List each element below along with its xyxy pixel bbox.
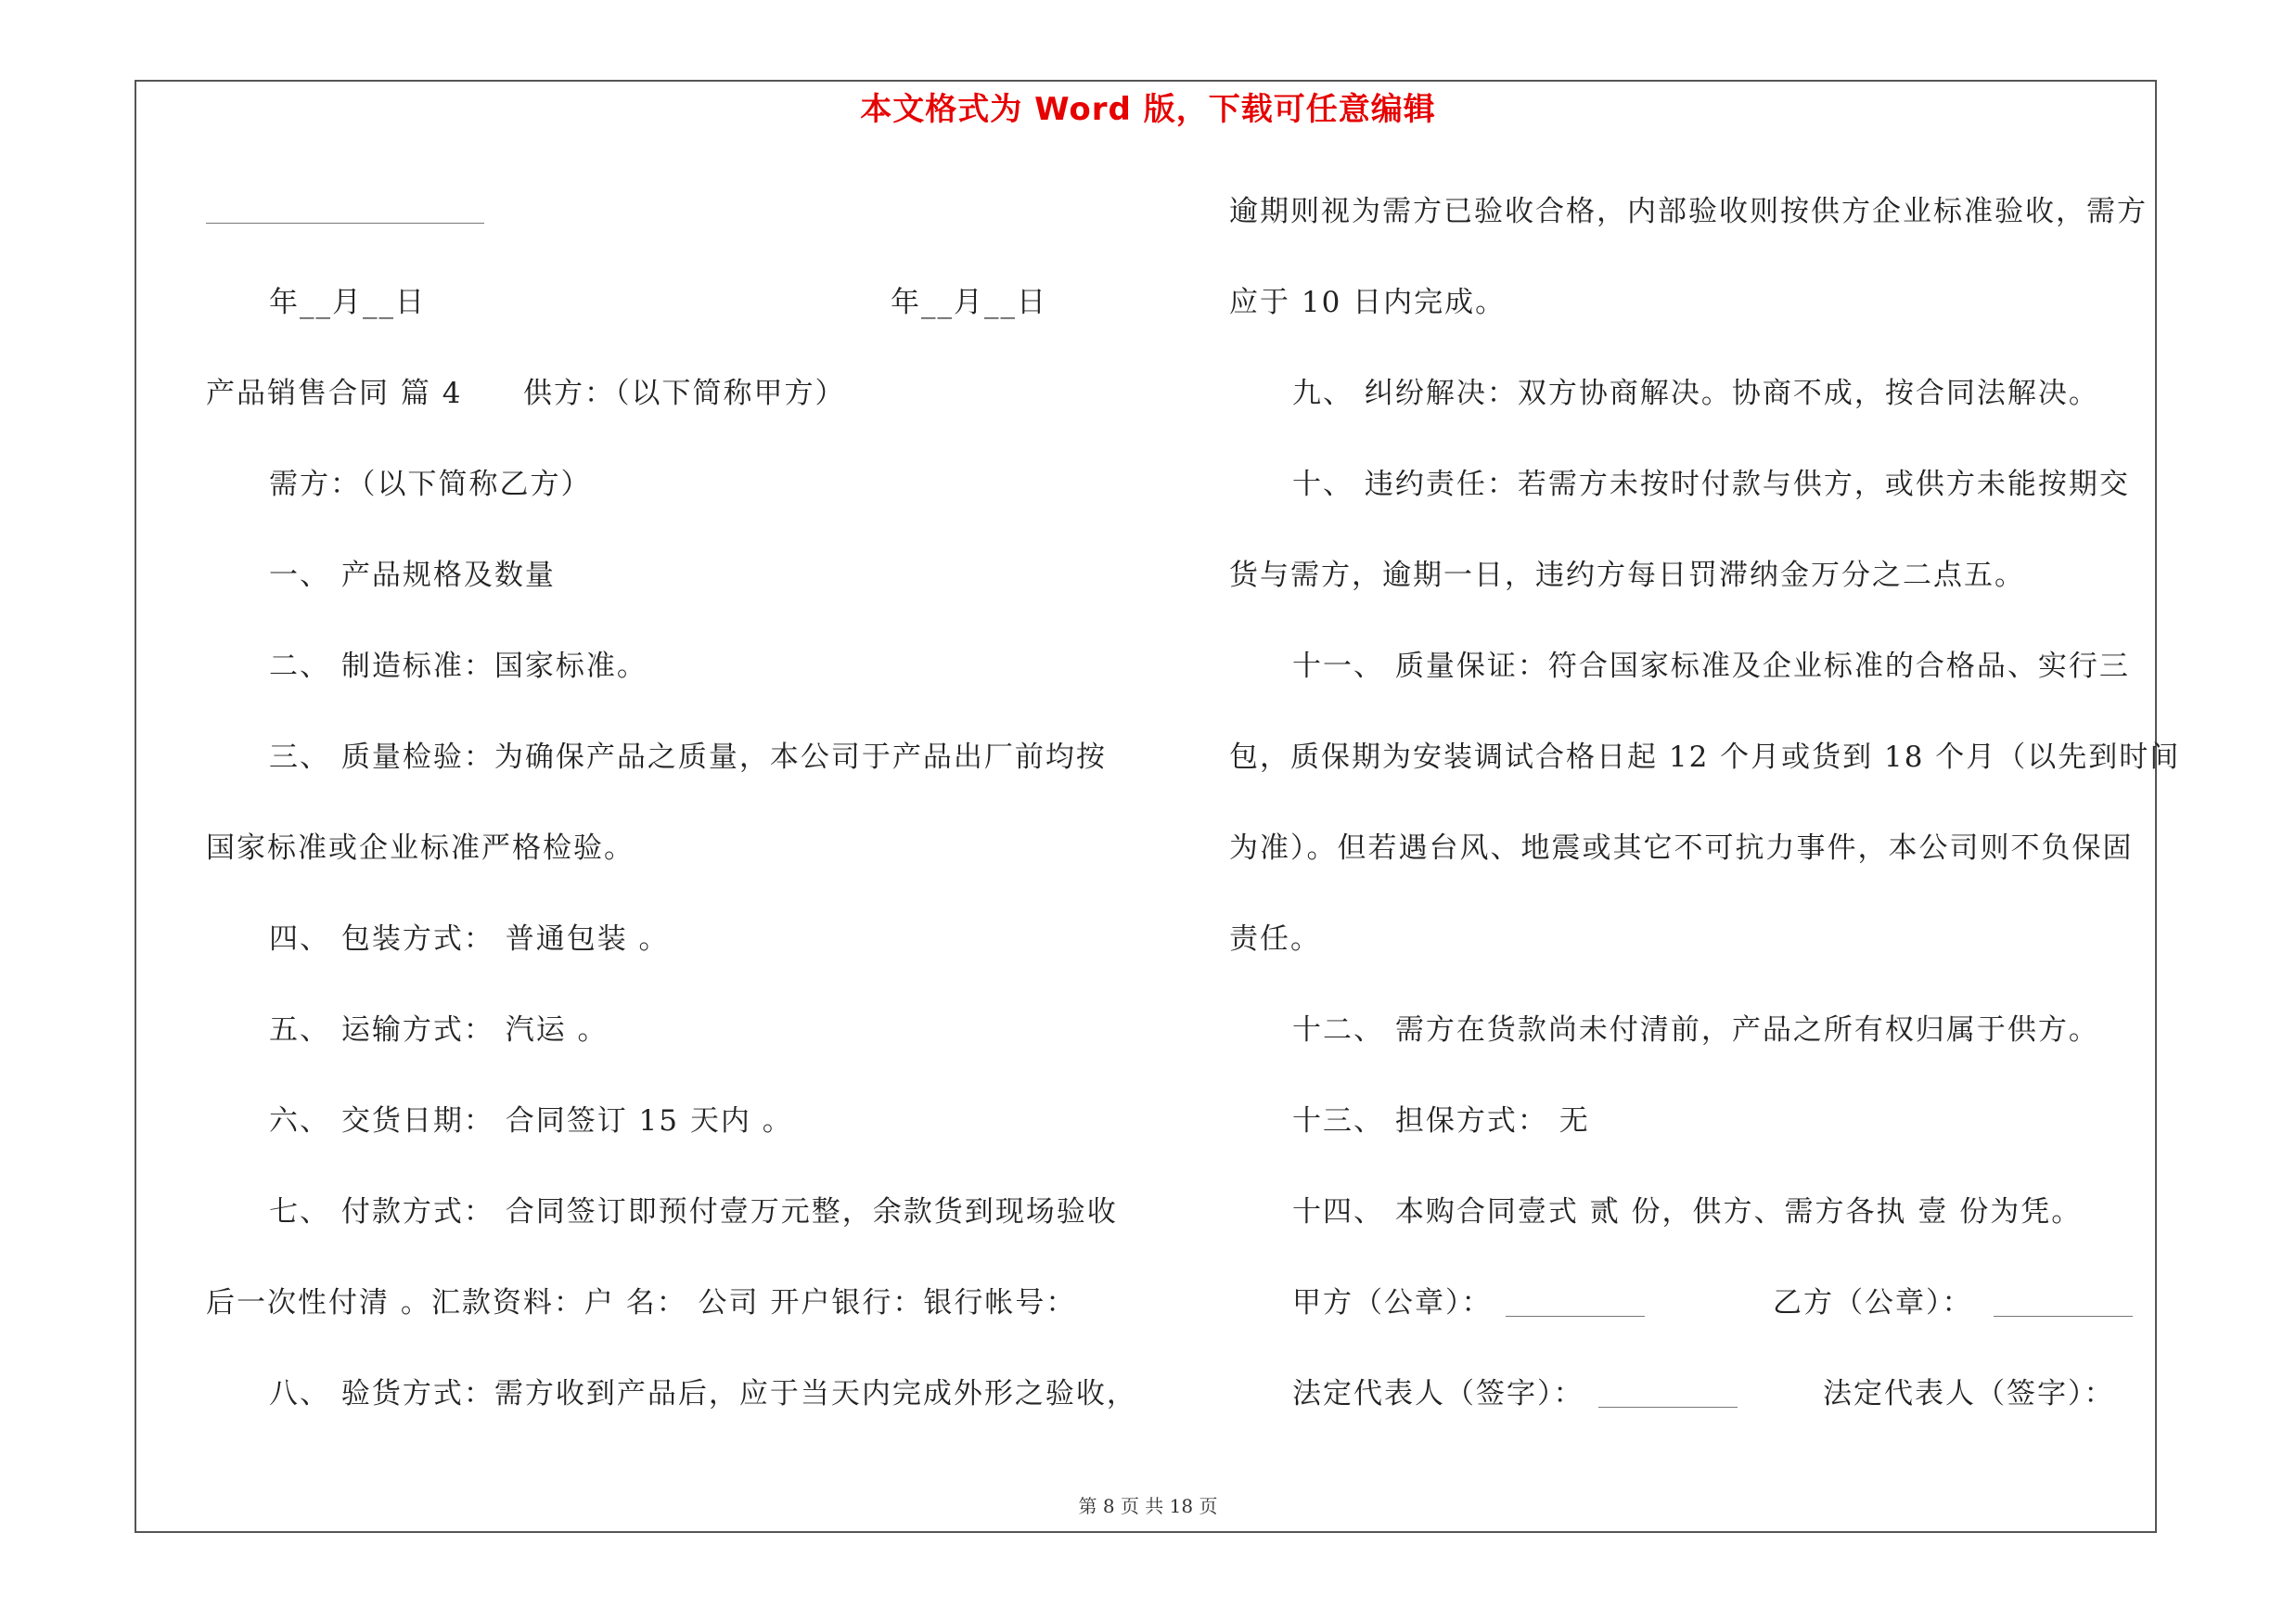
clause-line: 五、 运输方式： 汽运 。 bbox=[269, 1013, 609, 1047]
clause-line: 四、 包装方式： 普通包装 。 bbox=[269, 922, 670, 956]
date-right: 年__月__日 bbox=[891, 286, 1047, 319]
format-banner: 本文格式为 Word 版，下载可任意编辑 bbox=[860, 91, 1436, 128]
clause-line: 逾期则视为需方已验收合格，内部验收则按供方企业标准验收，需方 bbox=[1229, 195, 2148, 228]
contract-title: 产品销售合同 篇 4 bbox=[206, 377, 463, 410]
page-number: 第 8 页 共 18 页 bbox=[1078, 1495, 1218, 1517]
clause-line: 十四、 本购合同壹式 贰 份，供方、需方各执 壹 份为凭。 bbox=[1292, 1195, 2083, 1229]
clause-line: 后一次性付清 。汇款资料：户 名： 公司 开户银行：银行帐号： bbox=[206, 1286, 1077, 1320]
party-a-rep-blank bbox=[1598, 1407, 1738, 1408]
clause-line: 十一、 质量保证：符合国家标准及企业标准的合格品、实行三 bbox=[1292, 650, 2130, 683]
clause-line: 一、 产品规格及数量 bbox=[269, 559, 556, 592]
clause-line: 八、 验货方式：需方收到产品后，应于当天内完成外形之验收， bbox=[269, 1377, 1137, 1410]
clause-line: 十二、 需方在货款尚未付清前，产品之所有权归属于供方。 bbox=[1292, 1013, 2099, 1047]
clause-line: 二、 制造标准：国家标准。 bbox=[269, 650, 648, 683]
party-a-rep-label: 法定代表人（签字）： bbox=[1292, 1377, 1584, 1410]
date-left: 年__月__日 bbox=[269, 286, 426, 319]
clause-line: 国家标准或企业标准严格检验。 bbox=[206, 831, 635, 865]
clause-line: 包，质保期为安装调试合格日起 12 个月或货到 18 个月（以先到时间 bbox=[1229, 741, 2181, 774]
clause-line: 为准）。但若遇台风、地震或其它不可抗力事件，本公司则不负保固 bbox=[1229, 831, 2134, 865]
clause-line: 三、 质量检验：为确保产品之质量，本公司于产品出厂前均按 bbox=[269, 741, 1107, 774]
clause-line: 十三、 担保方式： 无 bbox=[1292, 1104, 1590, 1138]
clause-line: 七、 付款方式： 合同签订即预付壹万元整，余款货到现场验收 bbox=[269, 1195, 1118, 1229]
party-a-seal-label: 甲方（公章）： bbox=[1292, 1286, 1493, 1320]
party-a-seal-blank bbox=[1506, 1316, 1645, 1317]
clause-line: 十、 违约责任：若需方未按时付款与供方，或供方未能按期交 bbox=[1292, 468, 2130, 501]
party-b-seal-label: 乙方（公章）： bbox=[1773, 1286, 1973, 1320]
supplier-line: 供方：（以下简称甲方） bbox=[523, 377, 846, 410]
buyer-line: 需方：（以下简称乙方） bbox=[269, 468, 592, 501]
clause-line: 六、 交货日期： 合同签订 15 天内 。 bbox=[269, 1104, 793, 1138]
clause-line: 责任。 bbox=[1229, 922, 1321, 956]
party-b-seal-blank bbox=[1994, 1316, 2133, 1317]
clause-line: 九、 纠纷解决：双方协商解决。协商不成，按合同法解决。 bbox=[1292, 377, 2099, 410]
party-b-rep-label: 法定代表人（签字）： bbox=[1823, 1377, 2115, 1410]
signature-blank-line bbox=[206, 223, 484, 224]
clause-line: 应于 10 日内完成。 bbox=[1229, 286, 1507, 319]
clause-line: 货与需方，逾期一日，违约方每日罚滞纳金万分之二点五。 bbox=[1229, 559, 2025, 592]
